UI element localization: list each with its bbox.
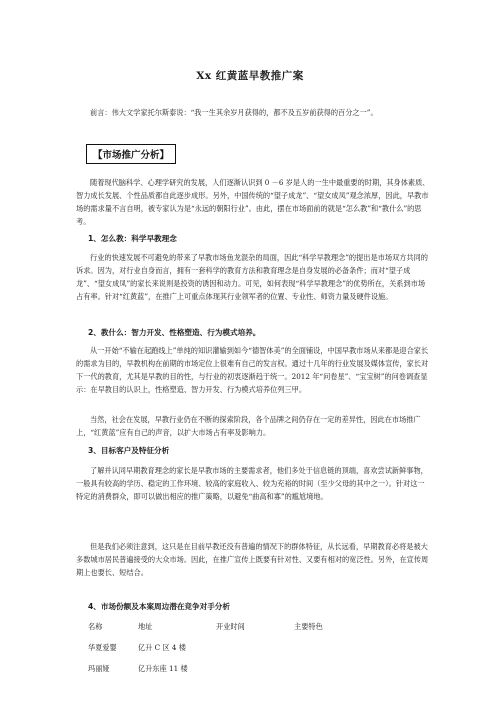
intro-paragraph: 随着现代脑科学、心理学研究的发展，人们逐渐认识到 0 －6 岁是人的一生中最重要的时期，其身体素质、智力成长发展、个性品质都自此逐步成形。另外，中国传统的“望子成龙”、“望女成凤”观念浓厚，因此，早教市场的需求量不言自明，被专家认为是“永远的朝阳行业”。由此，摆在市场面前的就是“怎么教”和“教什么”的思考。: [76, 178, 430, 226]
section-heading-2: 2、教什么：智力开发、性格塑造、行为模式培养。: [88, 328, 261, 337]
table-cell-name: 华夏爱婴: [88, 643, 117, 652]
section-2-paragraph-1: 从一开始“不输在起跑线上”单纯的知识灌输到如今“德智体美”的全面铺设，中国早教市场从来都是迎合家长的需求为目的，早教机构在前期的市场定位上很难有自己的发言权。通过十几年的行业发展及媒体宣传，家长对下一代的教育，尤其是早教的目的性，与行业的初衷逐渐趋于统一。2012 年“问卷星”、“宝宝树”的问卷调查显示：在早教目的认识上，性格塑造、智力开发、行为模式培养位列三甲。: [76, 346, 429, 394]
table-row: [88, 664, 428, 685]
table-row: [88, 643, 428, 664]
table-header-features: 主要特色: [294, 622, 323, 631]
section-1-paragraph-1: 行业的快速发展不可避免的带来了早教市场鱼龙混杂的局面，因此“科学早教理念”的提出是市场双方共同的诉求。因为，对行业自身而言，拥有一套科学的教育方法和教育理念是自身发展的必备条件；而对“望子成龙”、“望女成凤”的家长来说则是投资的诱因和动力。可见，如何表现“科学早教理念”的优势所在，关系到市场占有率。针对“红黄蓝”，在推广上可重点体现其行业领军者的位置、专业性、师资力量及硬件设施。: [76, 253, 428, 301]
section-heading-4: 4、市场份额及本案周边潜在竞争对手分析: [88, 602, 230, 611]
competitor-table: [88, 622, 428, 685]
table-cell-address: 亿升东座 11 楼: [138, 664, 188, 673]
preface-paragraph: 前言：伟大文学家托尔斯泰说：“我一生其余岁月获得的，都不及五岁前获得的百分之一”。: [90, 108, 378, 117]
section-banner-market-analysis: 【市场推广分析】: [86, 144, 176, 164]
section-heading-1: 1、怎么教：科学早教理念: [88, 234, 177, 243]
table-cell-address: 亿升 C 区 4 楼: [138, 643, 186, 652]
table-header-opening-time: 开业时间: [216, 622, 245, 631]
table-header-row: [88, 622, 428, 643]
table-header-address: 地址: [138, 622, 153, 631]
table-header-name: 名称: [88, 622, 103, 631]
document-title: Xx 红黄蓝早教推广案: [196, 70, 304, 82]
section-3-paragraph-2: 但是我们必须注意到，这只是在目前早教还没有普遍的情况下的群体特征，从长远看，早期教育必将是被大多数城市居民普遍接受的大众市场。因此，在推广宣传上既要有针对性、又要有相对的宽泛性。另外，在宣传周期上也要长、短结合。: [76, 542, 429, 577]
table-cell-name: 玛丽娅: [88, 664, 110, 673]
section-2-paragraph-2: 当然，社会在发展，早教行业仍在不断的探索阶段，各个品牌之间仍存在一定的差异性，因此在市场推广上，“红黄蓝”应有自己的声音，以扩大市场占有率及影响力。: [76, 415, 421, 437]
section-3-paragraph-1: 了解并认同早期教育理念的家长是早教市场的主要需求者，他们多处于信息链的顶端，喜欢尝试新鲜事物，一般具有较高的学历、稳定的工作环境、较高的家庭收入、较为充裕的时间（至少父母的其中之一）。针对这一特定的消费群众，即可以做出相应的推广策略，以避免“曲高和寡”的尴尬境地。: [76, 466, 428, 501]
section-heading-3: 3、目标客户及特征分析: [88, 446, 170, 455]
